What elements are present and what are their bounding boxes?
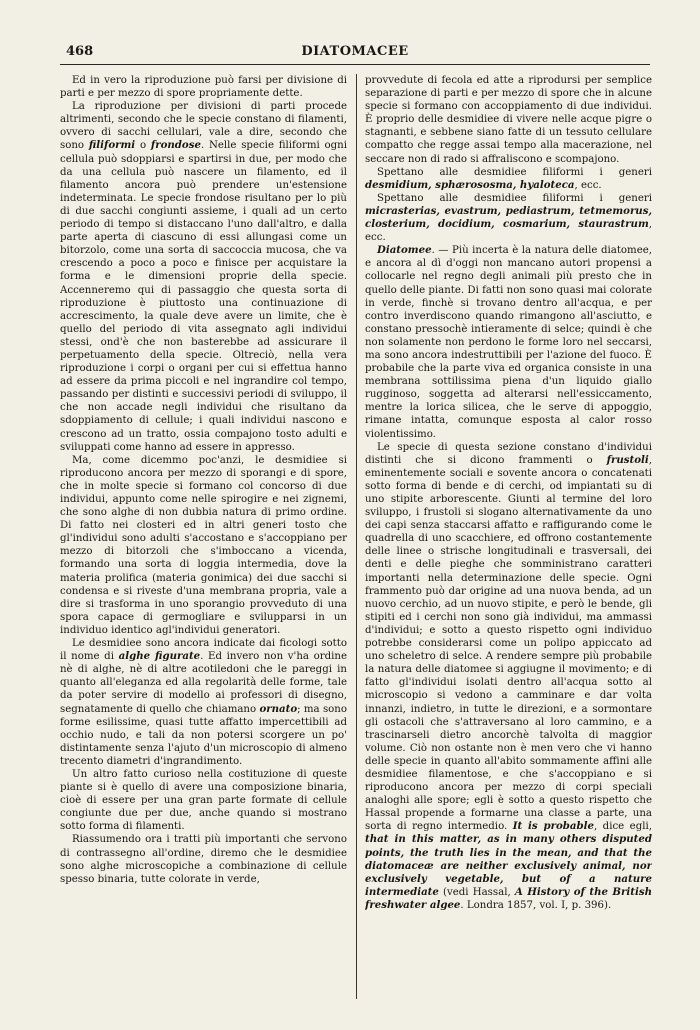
paragraph xyxy=(365,192,652,244)
paragraph xyxy=(60,74,347,100)
italic-term: frondose xyxy=(150,139,201,152)
right-column xyxy=(365,74,652,1014)
text-run: Le specie di questa sezione constano d'individui distinti che si dicono frammenti o xyxy=(365,441,652,466)
italic-term: alghe figurate xyxy=(118,650,201,663)
italic-term: desmidium, sphærososma, hyaloteca xyxy=(365,178,575,191)
paragraph xyxy=(365,74,652,166)
italic-term: It is probable xyxy=(512,820,594,833)
italic-term: A History of the British freshwater algee xyxy=(365,885,652,911)
text-run: Spettano alle desmidiee filiformi i generi xyxy=(377,166,652,178)
text-run: Riassumendo ora i tratti più importanti che servono di contrassegno all'ordine, diremo che le desmidiee sono alghe microscopiche a combinazione di cellule spesso binaria, tutte colorate in verde, xyxy=(60,834,347,885)
text-run: Un altro fatto curioso nella costituzione di queste piante si è quello di avere una composizione binaria, cioè di essere per una gran parte formate di cellule congiunte due per due, anche quando si mostrano sotto forma di filamenti. xyxy=(60,768,347,833)
text-run: . — Più incerta è la natura delle diatomee, e ancora al dì d'oggi non mancano autori propensi a collocarle nel regno degli animali più presto che in quello delle piante. Di fatti non sono quasi mai colorate in verde, finchè si trovano dentro all'acqua, e per contro inverdiscono quando rimangono all'asciutto, e constano pressochè intieramente di selce; quindi è che non solamente non perdono le forme loro nel seccarsi, ma sono ancora indestruttibili per l'azione del fuoco. È probabile che la parte viva ed organica consiste in una membrana sottilissima piena d'un liquido giallo rugginoso, soggetta ad alterarsi nell'essiccamento, mentre la lorica silicea, che le serve di appoggio, rimane intatta, comunque esposta al calor rosso violentissimo. xyxy=(365,245,652,440)
text-run: Ed in vero la riproduzione può farsi per divisione di parti e per mezzo di spore propriamente dette. xyxy=(60,75,347,100)
text-run: Le desmidiee sono ancora indicate dai ficologi sotto il nome di xyxy=(60,638,347,663)
italic-term: that in this matter, as in many others disputed points, the truth lies in the mean, and that the diatomaceæ are neither exclusively animal, nor exclusively vegetable, but of a nature intermediate xyxy=(365,833,652,898)
text-run: provvedute di fecola ed atte a riprodursi per semplice separazione di parti e per mezzo di spore che in alcune specie si formano con accoppiamento di due individui. È proprio delle desmidiee di vivere nelle acque pigre o stagnanti, e sebbene siano fatte di un tessuto cellulare compatto che regge assai tempo alla macerazione, nel seccare non di rado si affraliscono e scompajono. xyxy=(365,75,652,165)
text-run: o xyxy=(135,140,151,152)
left-column xyxy=(60,74,347,1014)
text-run: , eminentemente sociali e sovente ancora o concatenati sotto forma di bende e di cerchi, od impiantati su di uno stipite arborescente. Giunti al termine del loro sviluppo, i frustoli si slogano alternativamente da uno dei capi senza staccarsi affatto e raffigurando come le quadrella di uno scacchiere, ed offrono costantemente delle linee o strische longitudinali e trasversali, dei denti e delle pieghe che somministrano caratteri importanti nella determinazione delle specie. Ogni frammento può dar origine ad una nuova benda, ad un nuovo cerchio, ad un nuovo stipite, e però le bende, gli stipiti ed i cerchi non sono già individui, ma ammassi d'individui; e sotto a questo rispetto ogni individuo potrebbe considerarsi come un polipo appiccato ad uno scheletro di selce. A rendere sempre più probabile la natura delle diatomee si aggiugne il movimento; e di fatto gl'individui isolati dentro all'acqua sotto al microscopio si vedono a camminare e dar volta innanzi, indietro, in tutte le direzioni, e a sormontare gli ostacoli che s'attraversano al loro cammino, e a trascinarseli dietro ancorchè talvolta di maggior volume. Ciò non ostante non è men vero che vi hanno delle specie in quanto all'abito sommamente affini alle desmidiee filamentose, e che s'accoppiano e si riproducono ancora per mezzo di corpi speciali analoghi alle spore; egli è sotto a questo rispetto che Hassal propende a formarne una classe a parte, una sorta di regno intermedio. xyxy=(365,454,652,833)
paragraph xyxy=(60,768,347,833)
paragraph xyxy=(365,166,652,192)
italic-term: Diatomee xyxy=(377,244,432,257)
text-run: . Ed invero non v'ha ordine nè di alghe, nè di altre acotiledoni che le pareggi in quanto all'eleganza ed alla regolarità delle forme, tale da poter servire di modello ai professori di disegno, segnatamente di quello che chiamano xyxy=(60,651,347,715)
text-run: (vedi Hassal, xyxy=(438,886,515,898)
text-run: , dice egli, xyxy=(593,821,652,833)
paragraph xyxy=(365,244,652,440)
text-run: Spettano alle desmidiee filiformi i generi xyxy=(377,192,652,204)
paragraph xyxy=(365,441,652,912)
paragraph xyxy=(60,100,347,454)
text-columns xyxy=(60,74,650,1014)
text-run: ; ma sono forme esilissime, quasi tutte affatto impercettibili ad occhio nudo, e tali da non potersi scorgere un po' distintamente senza l'ajuto d'un microscopio di almeno trecento diametri d'ingrandimento. xyxy=(60,703,347,767)
text-run: Ma, come dicemmo poc'anzi, le desmidiee si riproducono ancora per mezzo di sporangi e di spore, che in molte specie si formano col concorso di due individui, appunto come nelle spirogire e nei zignemi, che sono alghe di non dubbia natura di primo ordine. Di fatto nei closteri ed in altri generi tosto che gl'individui sono adulti s'accostano e s'accoppiano per mezzo di bitorzoli che s'imboccano a vicenda, formando una sorta di loggia intermedia, dove la materia prolifica (materia gonimica) dei due sacchi si condensa e si riveste d'una membrana propria, vale a dire si trasforma in uno sporangio provveduto di una spora capace di germogliare e svilupparsi in un individuo identico agl'individui generatori. xyxy=(60,454,347,636)
paragraph xyxy=(60,637,347,768)
text-run: , ecc. xyxy=(365,219,652,244)
text-run: , ecc. xyxy=(574,179,602,191)
page-number: 468 xyxy=(66,44,94,59)
italic-term: frustoli xyxy=(606,453,649,466)
italic-term: filiformi xyxy=(88,139,136,152)
book-page xyxy=(60,42,650,1022)
running-head: DIATOMACEE xyxy=(301,44,409,59)
italic-term: micrasterias, evastrum, pediastrum, tetmemorus, closterium, docidium, cosmarium, staurastrum xyxy=(365,204,652,231)
paragraph xyxy=(60,454,347,637)
page-header xyxy=(60,42,650,65)
text-run: . Nelle specie filiformi ogni cellula può sdoppiarsi e spartirsi in due, per modo che da una cellula può nascere un filamento, ed il filamento ancora può prendere un'estensione indeterminata. Le specie frondose risultano per lo più di due sacchi congiunti assieme, i quali ad un certo periodo di tempo si distaccano l'uno dall'altro, e dalla parte aperta di ciascuno di essi allungasi come un bitorzolo, come una sorta di saccoccia mucosa, che va crescendo a poco a poco e finisce per acquistare la forma e le dimensioni proprie della specie. Accenneremo qui di passaggio che questa sorta di riproduzione è piuttosto una continuazione di accrescimento, la quale deve avere un limite, che è quello del periodo di vita assegnato agli individui stessi, ond'è che non basterebbe ad assicurare il perpetuamento della specie. Oltreciò, nella vera riproduzione i corpi o organi per cui si effettua hanno ad essere da prima piccoli e nel ingrandire col tempo, passando per distinti e successivi periodi di sviluppo, il che non accade negli individui che risultano da sdoppiamento di cellule; i quali individui nascono e crescono ad un tratto, ossia compajono tosto adulti e sviluppati come hanno ad essere in appresso. xyxy=(60,140,347,453)
italic-term: ornato xyxy=(259,702,298,715)
column-divider xyxy=(356,74,357,999)
text-run: La riproduzione per divisioni di parti procede altrimenti, secondo che le specie constano di filamenti, ovvero di sacchi cellulari, vale a dire, secondo che sono xyxy=(60,101,347,152)
paragraph xyxy=(60,833,347,885)
text-run: . Londra 1857, vol. I, p. 396). xyxy=(460,899,612,911)
